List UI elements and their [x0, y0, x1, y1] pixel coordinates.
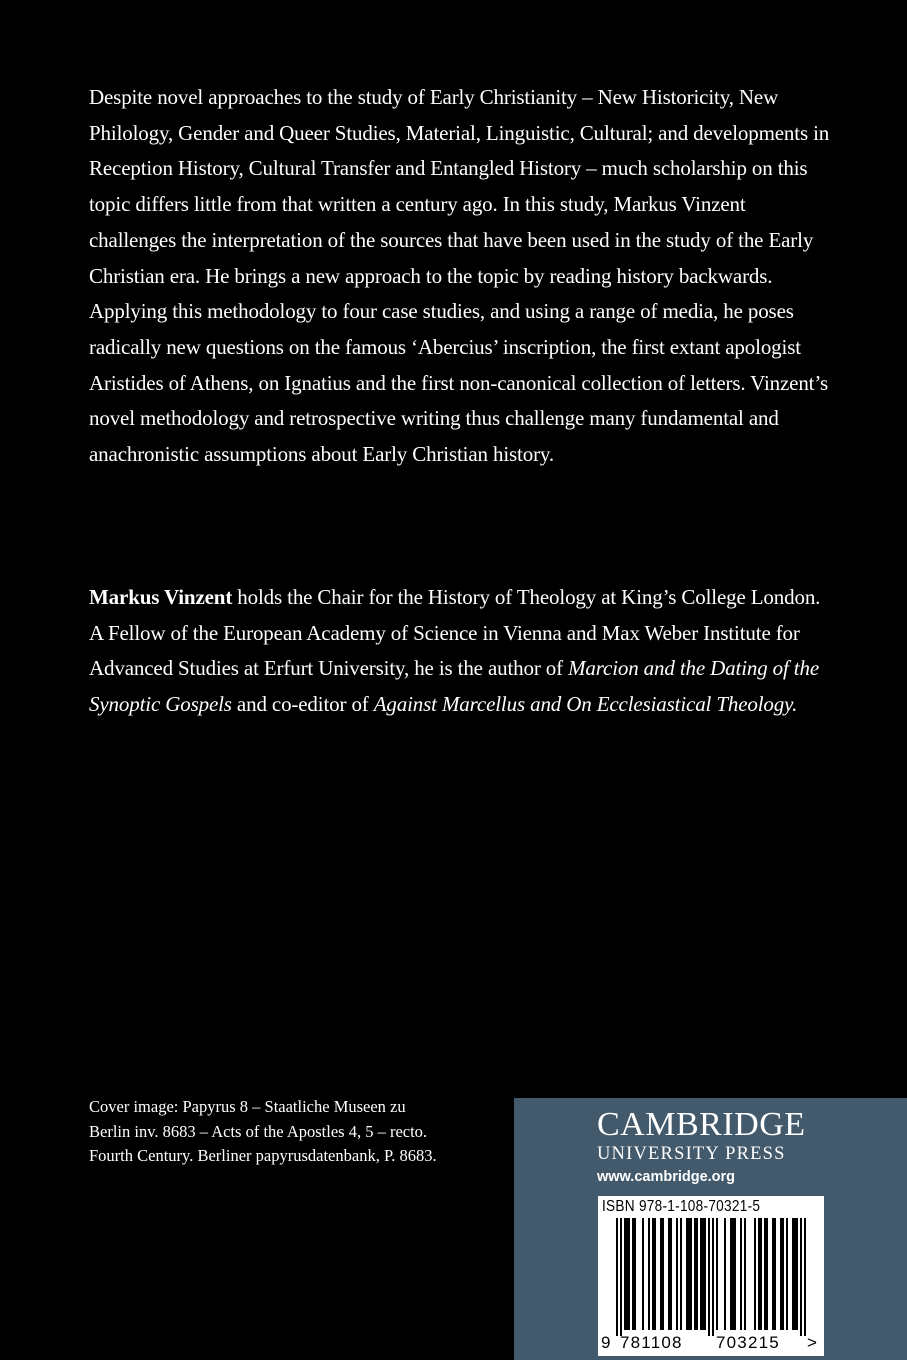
barcode-bar — [686, 1218, 688, 1330]
barcode-bar — [704, 1218, 706, 1330]
barcode-bar — [786, 1218, 788, 1330]
barcode-left-digits: 781108 — [620, 1333, 683, 1352]
publisher-name: CAMBRIDGE — [597, 1106, 806, 1143]
barcode-bar — [796, 1218, 798, 1330]
barcode-bar — [620, 1218, 622, 1336]
barcode-bar — [716, 1218, 718, 1330]
barcode-bar — [754, 1218, 756, 1330]
barcode-bar — [616, 1218, 618, 1336]
barcode-bar — [654, 1218, 656, 1330]
barcode-bar — [680, 1218, 682, 1330]
barcode-bar — [758, 1218, 760, 1330]
cover-credit-text: Cover image: Papyrus 8 – Staatliche Museen zu Berlin inv. 8683 – Acts of the Apostles 4, 5 – recto. Fourth Century. Berliner papyrusdatenbank, P. 8683. — [89, 1097, 437, 1165]
barcode-bar — [732, 1218, 734, 1330]
barcode-arrow: > — [807, 1333, 818, 1352]
barcode-bar — [676, 1218, 678, 1330]
barcode-bar — [696, 1218, 698, 1330]
barcode-bar — [804, 1218, 806, 1336]
barcode-bar — [670, 1218, 672, 1330]
barcode-bar — [764, 1218, 766, 1330]
barcode-bar — [660, 1218, 662, 1330]
barcode-bar — [774, 1218, 776, 1330]
barcode-panel — [598, 1196, 824, 1356]
barcode-bar — [668, 1218, 670, 1330]
barcode-bar — [634, 1218, 636, 1330]
barcode-bar — [700, 1218, 702, 1330]
author-bio — [89, 580, 834, 723]
publisher-panel — [514, 1098, 907, 1360]
barcode-right-digits: 703215 — [716, 1333, 780, 1352]
barcode-bar — [652, 1218, 654, 1330]
barcode-bar — [642, 1218, 644, 1330]
barcode-bar — [648, 1218, 650, 1330]
barcode-bar — [740, 1218, 742, 1330]
barcode-bar — [694, 1218, 696, 1330]
publisher-press: UNIVERSITY PRESS — [597, 1144, 786, 1164]
author-name: Markus Vinzent — [89, 585, 233, 609]
barcode-bar — [724, 1218, 726, 1330]
barcode-bar — [744, 1218, 746, 1330]
barcode-bar — [702, 1218, 704, 1330]
publisher-url: www.cambridge.org — [597, 1169, 736, 1185]
barcode-bar — [712, 1218, 714, 1336]
barcode-first-digit: 9 — [601, 1333, 611, 1352]
barcode-bar — [782, 1218, 784, 1330]
barcode-bar — [690, 1218, 692, 1330]
barcode-bar — [780, 1218, 782, 1330]
isbn-label: ISBN 978-1-108-70321-5 — [602, 1198, 761, 1215]
barcode-bar — [626, 1218, 628, 1330]
barcode-bar — [662, 1218, 664, 1330]
barcode-bar — [766, 1218, 768, 1330]
author-bio-text — [89, 580, 834, 723]
barcode-bar — [794, 1218, 796, 1330]
barcode-bar — [772, 1218, 774, 1330]
barcode-bar — [730, 1218, 732, 1330]
barcode-bar — [708, 1218, 710, 1336]
barcode-bar — [688, 1218, 690, 1330]
barcode-bar — [628, 1218, 630, 1330]
barcode-bar — [734, 1218, 736, 1330]
barcode-bar — [800, 1218, 802, 1336]
barcode-bar — [792, 1218, 794, 1330]
barcode-bar — [760, 1218, 762, 1330]
blurb — [89, 80, 834, 473]
book-title-2: Against Marcellus and On Ecclesiastical Theology. — [373, 692, 798, 717]
bio-text-2: and co-editor of — [231, 692, 374, 717]
book-title-1: Marcion and the Dating of the Synoptic Gospels — [89, 656, 820, 717]
barcode-bars — [598, 1218, 824, 1336]
cover-credit — [89, 1095, 439, 1169]
barcode-bar — [624, 1218, 626, 1330]
blurb-text: Despite novel approaches to the study of Early Christianity – New Historicity, New Philology, Gender and Queer Studies, Material, Linguistic, Cultural; and developments in Reception History, Cultural Transfer and Entangled History – much scholarship on this topic differs little from that written a century ago. In this study, Markus Vinzent challenges the interpretation of the sources that have been used in the study of the Early Christian era. He brings a new approach to the topic by reading history backwards. Applying this methodology to four case studies, and using a range of media, he poses radically new questions on the famous ‘Abercius’ inscription, the first extant apologist Aristides of Athens, on Ignatius and the first non-canonical collection of letters. Vinzent’s novel methodology and retrospective writing thus challenge many fundamental and anachronistic assumptions about Early Christian history. — [89, 85, 830, 467]
bio-text-1: holds the Chair for the History of Theology at King’s College London. A Fellow of the European Academy of Science in Vienna and Max Weber Institute for Advanced Studies at Erfurt University, he is the author of — [89, 585, 821, 681]
barcode-digits — [598, 1332, 824, 1354]
barcode-bar — [632, 1218, 634, 1330]
